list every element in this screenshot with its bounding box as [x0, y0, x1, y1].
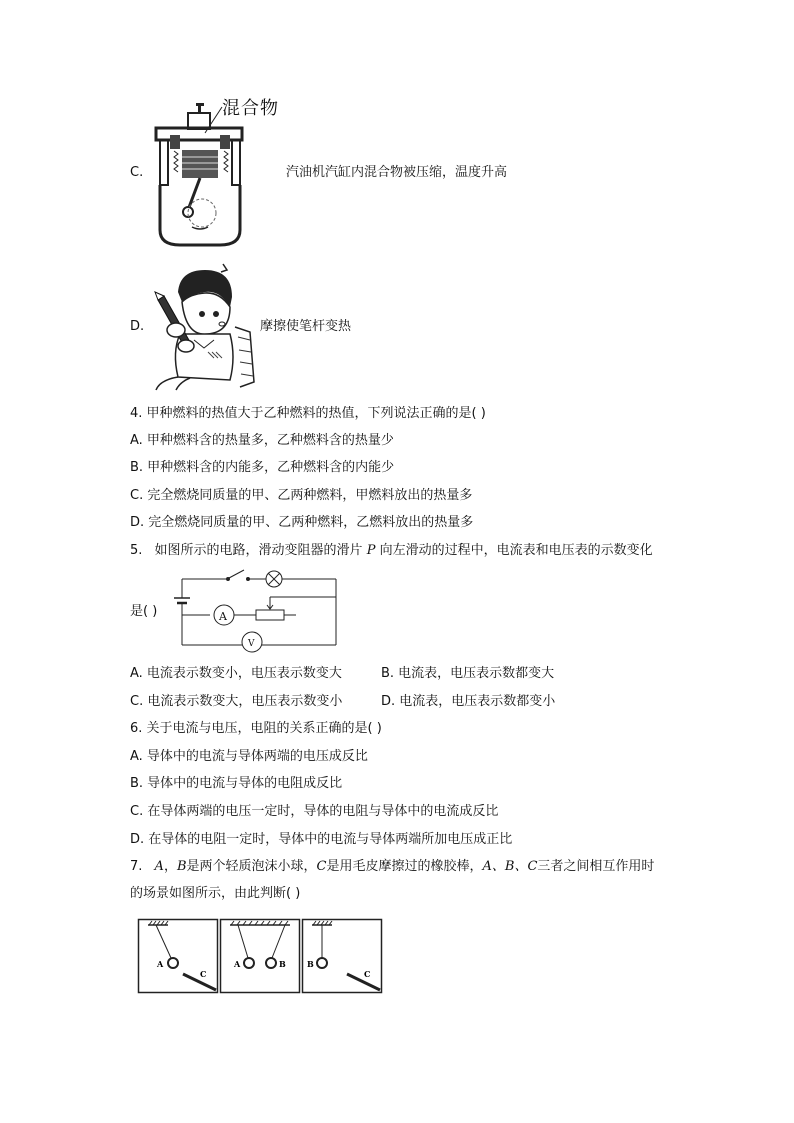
q5-stem-end: 是( ): [130, 604, 158, 619]
q5-option-b: B. 电流表，电压表示数都变大: [381, 666, 555, 681]
q4-option-b: B. 甲种燃料含的内能多，乙种燃料含的内能少: [130, 460, 395, 475]
engine-cylinder-figure: [150, 95, 250, 250]
q5-stem-part-a: 如图所示的电路，滑动变阻器的滑片: [154, 543, 363, 558]
q7-panel-2-ball1-label: A: [234, 959, 241, 969]
q6-option-b: B. 导体中的电流与导体的电阻成反比: [130, 776, 343, 791]
q7-panel-2-ball2-label: B: [279, 959, 286, 969]
q4-stem: 4. 甲种燃料的热值大于乙种燃料的热值，下列说法正确的是( ): [130, 406, 486, 421]
q7-panel-3-ball-label: B: [307, 959, 314, 969]
q7-letter-c: C: [316, 859, 327, 874]
q7-number: 7.: [130, 859, 143, 874]
q7-sep: ，: [163, 859, 177, 874]
q7-stem-line2: 的场景如图所示，由此判断( ): [130, 886, 301, 901]
option-d-letter: D.: [130, 319, 145, 334]
q4-option-a: A. 甲种燃料含的热量多，乙种燃料含的热量少: [130, 433, 394, 448]
q7-panel-1: [138, 919, 218, 993]
q7-letters-abc: A、B、C: [482, 859, 538, 874]
q4-option-d: D. 完全燃烧同质量的甲、乙两种燃料，乙燃料放出的热量多: [130, 515, 474, 530]
option-d-caption: 摩擦使笔杆变热: [260, 319, 352, 334]
option-c-letter: C.: [130, 165, 144, 180]
q7-letter-a: A: [154, 859, 164, 874]
q7-stem-mid: 是两个轻质泡沫小球，: [186, 859, 317, 874]
q7-letter-b: B: [176, 859, 187, 874]
q4-option-c: C. 完全燃烧同质量的甲、乙两种燃料，甲燃料放出的热量多: [130, 488, 473, 503]
option-c-caption: 汽油机汽缸内混合物被压缩，温度升高: [286, 165, 508, 180]
q5-circuit-diagram: [168, 568, 343, 653]
q5-number: 5.: [130, 543, 143, 558]
q7-panel-1-rod-label: C: [200, 969, 207, 979]
q6-option-a: A. 导体中的电流与导体两端的电压成反比: [130, 749, 368, 764]
q7-panel-2: [220, 919, 300, 993]
q7-stem: [130, 858, 654, 876]
q7-stem-end: 三者之间相互作用时: [537, 859, 655, 874]
q5-option-d: D. 电流表，电压表示数都变小: [381, 694, 556, 709]
q7-panel-3-rod-label: C: [364, 969, 371, 979]
q6-option-d: D. 在导体的电阻一定时，导体中的电流与导体两端所加电压成正比: [130, 832, 513, 847]
voltmeter-label: V: [248, 639, 255, 649]
ammeter-label: A: [219, 610, 227, 623]
engine-figure-label: 混合物: [222, 98, 279, 119]
q5-option-c: C. 电流表示数变大，电压表示数变小: [130, 694, 343, 709]
q5-stem: [130, 542, 653, 560]
q5-stem-part-b: 向左滑动的过程中，电流表和电压表的示数变化: [379, 543, 653, 558]
q5-slider-symbol: P: [366, 543, 376, 558]
q7-panel-1-ball-label: A: [157, 959, 164, 969]
q7-panel-3: [302, 919, 382, 993]
q7-stem-mid2: 是用毛皮摩擦过的橡胶棒，: [326, 859, 483, 874]
q6-stem: 6. 关于电流与电压，电阻的关系正确的是( ): [130, 721, 382, 736]
q6-option-c: C. 在导体两端的电压一定时，导体的电阻与导体中的电流成反比: [130, 804, 499, 819]
boy-rubbing-pencil-figure: [150, 262, 260, 392]
q5-option-a: A. 电流表示数变小，电压表示数变大: [130, 666, 342, 681]
